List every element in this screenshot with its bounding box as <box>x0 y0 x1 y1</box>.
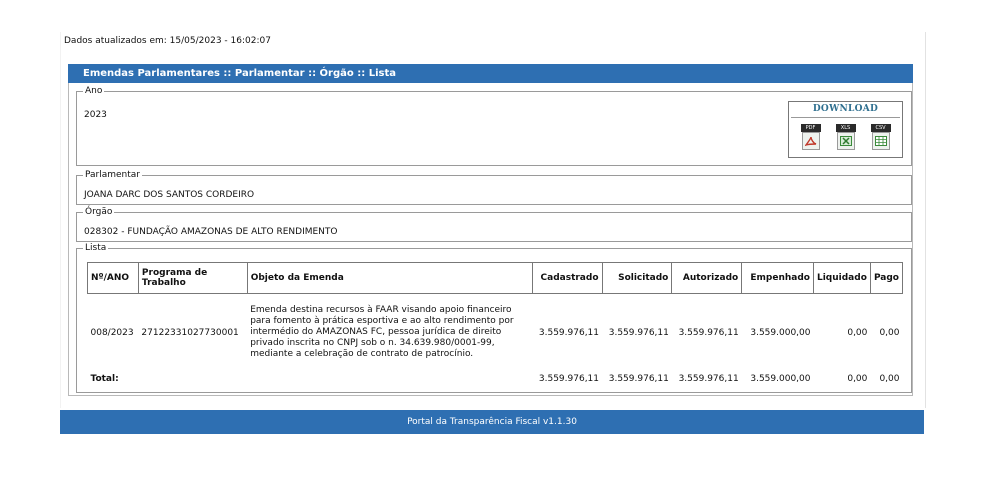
ano-value: 2023 <box>84 110 107 120</box>
acrobat-icon <box>805 136 817 146</box>
xls-download-icon[interactable] <box>834 124 858 152</box>
orgao-legend: Órgão <box>85 207 113 217</box>
col-header-solicitado: Solicitado <box>602 263 672 294</box>
total-liquidado: 0,00 <box>847 373 868 384</box>
parlamentar-fieldset <box>76 170 912 205</box>
pdf-download-icon[interactable] <box>799 124 823 152</box>
lista-legend: Lista <box>85 243 107 253</box>
cell-pago: 0,00 <box>879 327 900 338</box>
table-header-row <box>88 263 903 294</box>
orgao-fieldset <box>76 207 912 242</box>
xls-tag: XLS <box>836 124 856 132</box>
download-box <box>788 101 903 158</box>
col-header-pago: Pago <box>870 263 902 294</box>
total-empenhado: 3.559.000,00 <box>750 373 811 384</box>
cell-objeto: Emenda destina recursos à FAAR visando apoio financeiro para fomento à prática esportiva e ao alto rendimento por intermédio do AMAZONAS FC, pessoa jurídica de direito privado inscrita no CNPJ sob o n. 34.639.980/0001-99, mediante a celebração de contrato de patrocínio. <box>250 305 514 360</box>
orgao-value: 028302 - FUNDAÇÃO AMAZONAS DE ALTO RENDIMENTO <box>84 227 338 237</box>
parlamentar-value: JOANA DARC DOS SANTOS CORDEIRO <box>84 190 255 200</box>
cell-autorizado: 3.559.976,11 <box>678 327 739 338</box>
spreadsheet-icon <box>875 136 887 146</box>
col-header-objeto: Objeto da Emenda <box>247 263 532 294</box>
col-header-autorizado: Autorizado <box>672 263 742 294</box>
col-header-empenhado: Empenhado <box>742 263 814 294</box>
col-header-n-ano: Nº/ANO <box>88 263 139 294</box>
col-header-cadastrado: Cadastrado <box>532 263 602 294</box>
emendas-table <box>87 262 903 386</box>
csv-download-icon[interactable] <box>869 124 893 152</box>
total-autorizado: 3.559.976,11 <box>678 373 739 384</box>
total-cadastrado: 3.559.976,11 <box>538 373 600 384</box>
total-solicitado: 3.559.976,11 <box>608 373 669 384</box>
cell-liquidado: 0,00 <box>847 327 868 338</box>
total-pago: 0,00 <box>879 373 900 384</box>
csv-tag: CSV <box>871 124 891 132</box>
ano-legend: Ano <box>85 86 103 96</box>
parlamentar-legend: Parlamentar <box>85 170 141 180</box>
updated-timestamp: Dados atualizados em: 15/05/2023 - 16:02:07 <box>64 36 271 46</box>
cell-n-ano: 008/2023 <box>90 327 134 338</box>
table-row <box>88 294 903 372</box>
cell-programa: 27122331027730001 <box>141 327 239 338</box>
col-header-programa: Programa de Trabalho <box>138 263 247 294</box>
page-title: Emendas Parlamentares :: Parlamentar :: Órgão :: Lista <box>68 64 913 83</box>
download-title: DOWNLOAD <box>791 102 900 118</box>
ano-fieldset <box>76 86 912 166</box>
col-header-liquidado: Liquidado <box>813 263 870 294</box>
cell-cadastrado: 3.559.976,11 <box>538 327 600 338</box>
cell-empenhado: 3.559.000,00 <box>750 327 811 338</box>
cell-solicitado: 3.559.976,11 <box>608 327 669 338</box>
pdf-tag: PDF <box>801 124 821 132</box>
footer-bar: Portal da Transparência Fiscal v1.1.30 <box>60 410 924 434</box>
total-row <box>88 372 903 386</box>
total-label: Total: <box>90 373 119 384</box>
excel-icon <box>840 136 852 146</box>
